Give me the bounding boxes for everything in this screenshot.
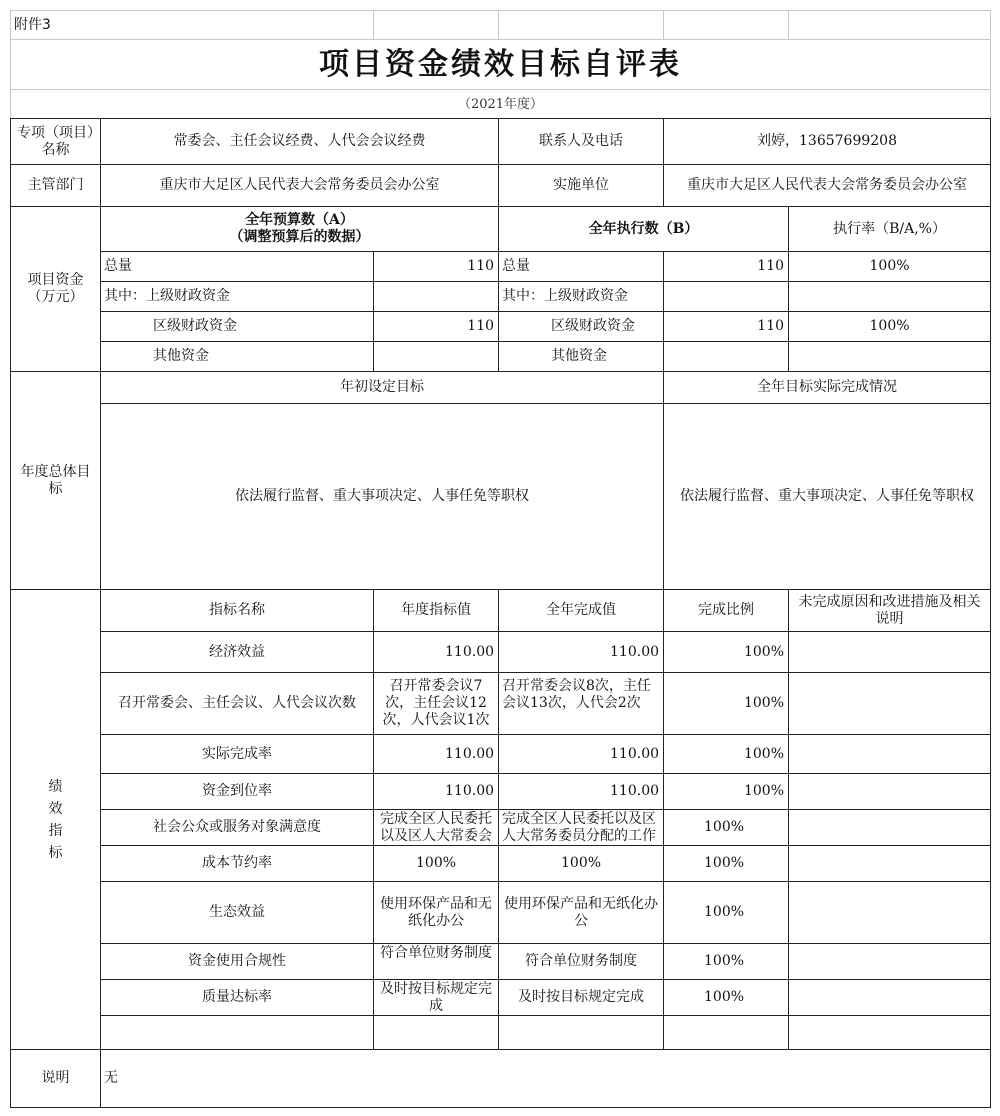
perf-name: 社会公众或服务对象满意度	[101, 810, 374, 846]
perf-actual: 完成全区人民委托以及区人大常务委员分配的工作	[502, 810, 657, 844]
exec-item-label: 其中：上级财政资金	[499, 282, 664, 312]
funds-row-other	[11, 342, 991, 372]
perf-target: 110.00	[374, 632, 499, 673]
perf-header-actual: 全年完成值	[499, 590, 664, 632]
budget-item-label: 区级财政资金	[101, 312, 374, 342]
evaluation-table	[10, 10, 991, 1108]
exec-rate: 100%	[789, 252, 991, 282]
project-row	[11, 119, 991, 165]
budget-item-label: 总量	[101, 252, 374, 282]
goals-content-row	[11, 404, 991, 590]
perf-header-row	[11, 590, 991, 632]
exec-item-value: 110	[664, 252, 789, 282]
dept-value: 重庆市大足区人民代表大会常务委员会办公室	[101, 165, 499, 207]
perf-header-ratio: 完成比例	[664, 590, 789, 632]
perf-note	[789, 774, 991, 810]
perf-ratio: 100%	[664, 632, 789, 673]
perf-note	[789, 735, 991, 774]
perf-target: 符合单位财务制度	[380, 944, 493, 961]
empty-cell	[101, 1016, 374, 1050]
year-row	[11, 90, 991, 119]
perf-name: 资金使用合规性	[101, 944, 374, 980]
exec-header: 全年执行数（B）	[499, 207, 789, 252]
perf-actual: 100%	[499, 846, 664, 882]
funds-label: 项目资金（万元）	[11, 207, 101, 372]
page-title: 项目资金绩效目标自评表	[11, 40, 991, 90]
table-row	[11, 882, 991, 944]
perf-ratio: 100%	[664, 810, 789, 846]
perf-note	[789, 980, 991, 1016]
budget-item-label: 其中：上级财政资金	[101, 282, 374, 312]
impl-label: 实施单位	[499, 165, 664, 207]
goals-header-row	[11, 372, 991, 404]
perf-actual: 召开常委会议8次，主任会议13次，人代会2次	[502, 677, 651, 711]
funds-row-superior	[11, 282, 991, 312]
perf-actual: 110.00	[499, 774, 664, 810]
attachment-row	[11, 11, 991, 40]
remark-value: 无	[101, 1050, 991, 1108]
goals-label: 年度总体目标	[11, 372, 101, 590]
perf-header-target: 年度指标值	[374, 590, 499, 632]
perf-actual: 使用环保产品和无纸化办公	[499, 882, 664, 944]
perf-header-name: 指标名称	[101, 590, 374, 632]
perf-name: 生态效益	[101, 882, 374, 944]
perf-ratio: 100%	[664, 673, 789, 735]
budget-header: 全年预算数（A） （调整预算后的数据）	[101, 207, 499, 252]
table-row	[11, 735, 991, 774]
perf-actual: 110.00	[499, 632, 664, 673]
perf-note	[789, 944, 991, 980]
empty-cell	[499, 11, 664, 40]
funds-row-district	[11, 312, 991, 342]
dept-label: 主管部门	[11, 165, 101, 207]
empty-cell	[374, 1016, 499, 1050]
perf-target: 110.00	[374, 735, 499, 774]
table-row	[11, 774, 991, 810]
exec-item-label: 其他资金	[499, 342, 664, 372]
perf-name: 经济效益	[101, 632, 374, 673]
perf-name: 召开常委会、主任会议、人代会议次数	[101, 673, 374, 735]
exec-item-value	[664, 342, 789, 372]
remark-row	[11, 1050, 991, 1108]
budget-item-value: 110	[374, 252, 499, 282]
remark-label: 说明	[11, 1050, 101, 1108]
exec-rate	[789, 342, 991, 372]
perf-label: 绩 效 指 标	[11, 590, 101, 1050]
goals-done-header: 全年目标实际完成情况	[664, 372, 991, 404]
project-name-value: 常委会、主任会议经费、人代会会议经费	[101, 119, 499, 165]
title-row	[11, 40, 991, 90]
perf-ratio: 100%	[664, 846, 789, 882]
perf-name: 质量达标率	[101, 980, 374, 1016]
goals-set-header: 年初设定目标	[101, 372, 664, 404]
table-row	[11, 673, 991, 735]
perf-target: 使用环保产品和无纸化办公	[374, 882, 499, 944]
perf-note	[789, 846, 991, 882]
perf-ratio: 100%	[664, 882, 789, 944]
exec-item-value	[664, 282, 789, 312]
exec-rate: 100%	[789, 312, 991, 342]
exec-item-label: 区级财政资金	[499, 312, 664, 342]
budget-item-value: 110	[374, 312, 499, 342]
table-row	[11, 810, 991, 846]
perf-note	[789, 810, 991, 846]
attachment-label: 附件3	[11, 11, 374, 40]
perf-actual: 及时按目标规定完成	[499, 980, 664, 1016]
self-evaluation-sheet	[10, 10, 990, 1110]
table-row	[11, 846, 991, 882]
perf-name: 实际完成率	[101, 735, 374, 774]
perf-actual: 110.00	[499, 735, 664, 774]
rate-header: 执行率（B/A,%）	[789, 207, 991, 252]
empty-cell	[499, 1016, 664, 1050]
budget-item-label: 其他资金	[101, 342, 374, 372]
perf-actual: 符合单位财务制度	[499, 944, 664, 980]
goals-set-value: 依法履行监督、重大事项决定、人事任免等职权	[101, 404, 664, 590]
exec-rate	[789, 282, 991, 312]
contact-value: 刘婷，13657699208	[664, 119, 991, 165]
table-row	[11, 980, 991, 1016]
perf-name: 成本节约率	[101, 846, 374, 882]
perf-note	[789, 632, 991, 673]
impl-value: 重庆市大足区人民代表大会常务委员会办公室	[664, 165, 991, 207]
empty-cell	[374, 11, 499, 40]
perf-note	[789, 673, 991, 735]
budget-item-value	[374, 282, 499, 312]
table-row	[11, 944, 991, 980]
budget-item-value	[374, 342, 499, 372]
exec-item-value: 110	[664, 312, 789, 342]
empty-cell	[664, 11, 789, 40]
perf-ratio: 100%	[664, 774, 789, 810]
funds-row-total	[11, 252, 991, 282]
perf-name: 资金到位率	[101, 774, 374, 810]
perf-ratio: 100%	[664, 944, 789, 980]
perf-header-note: 未完成原因和改进措施及相关说明	[789, 590, 991, 632]
dept-row	[11, 165, 991, 207]
empty-cell	[664, 1016, 789, 1050]
empty-cell	[789, 1016, 991, 1050]
exec-item-label: 总量	[499, 252, 664, 282]
funds-header-row	[11, 207, 991, 252]
table-row	[11, 632, 991, 673]
table-row-empty	[11, 1016, 991, 1050]
perf-target: 完成全区人民委托以及区人大常委会	[380, 810, 493, 844]
perf-note	[789, 882, 991, 944]
perf-target: 100%	[374, 846, 499, 882]
project-name-label: 专项（项目）名称	[11, 119, 101, 165]
perf-ratio: 100%	[664, 735, 789, 774]
year-label: （2021年度）	[11, 90, 991, 119]
empty-cell	[789, 11, 991, 40]
perf-target: 110.00	[374, 774, 499, 810]
goals-done-value: 依法履行监督、重大事项决定、人事任免等职权	[664, 404, 991, 590]
perf-target: 召开常委会议7次，主任会议12次，人代会议1次	[382, 677, 490, 728]
contact-label: 联系人及电话	[499, 119, 664, 165]
perf-ratio: 100%	[664, 980, 789, 1016]
perf-target: 及时按目标规定完成	[380, 980, 493, 1014]
